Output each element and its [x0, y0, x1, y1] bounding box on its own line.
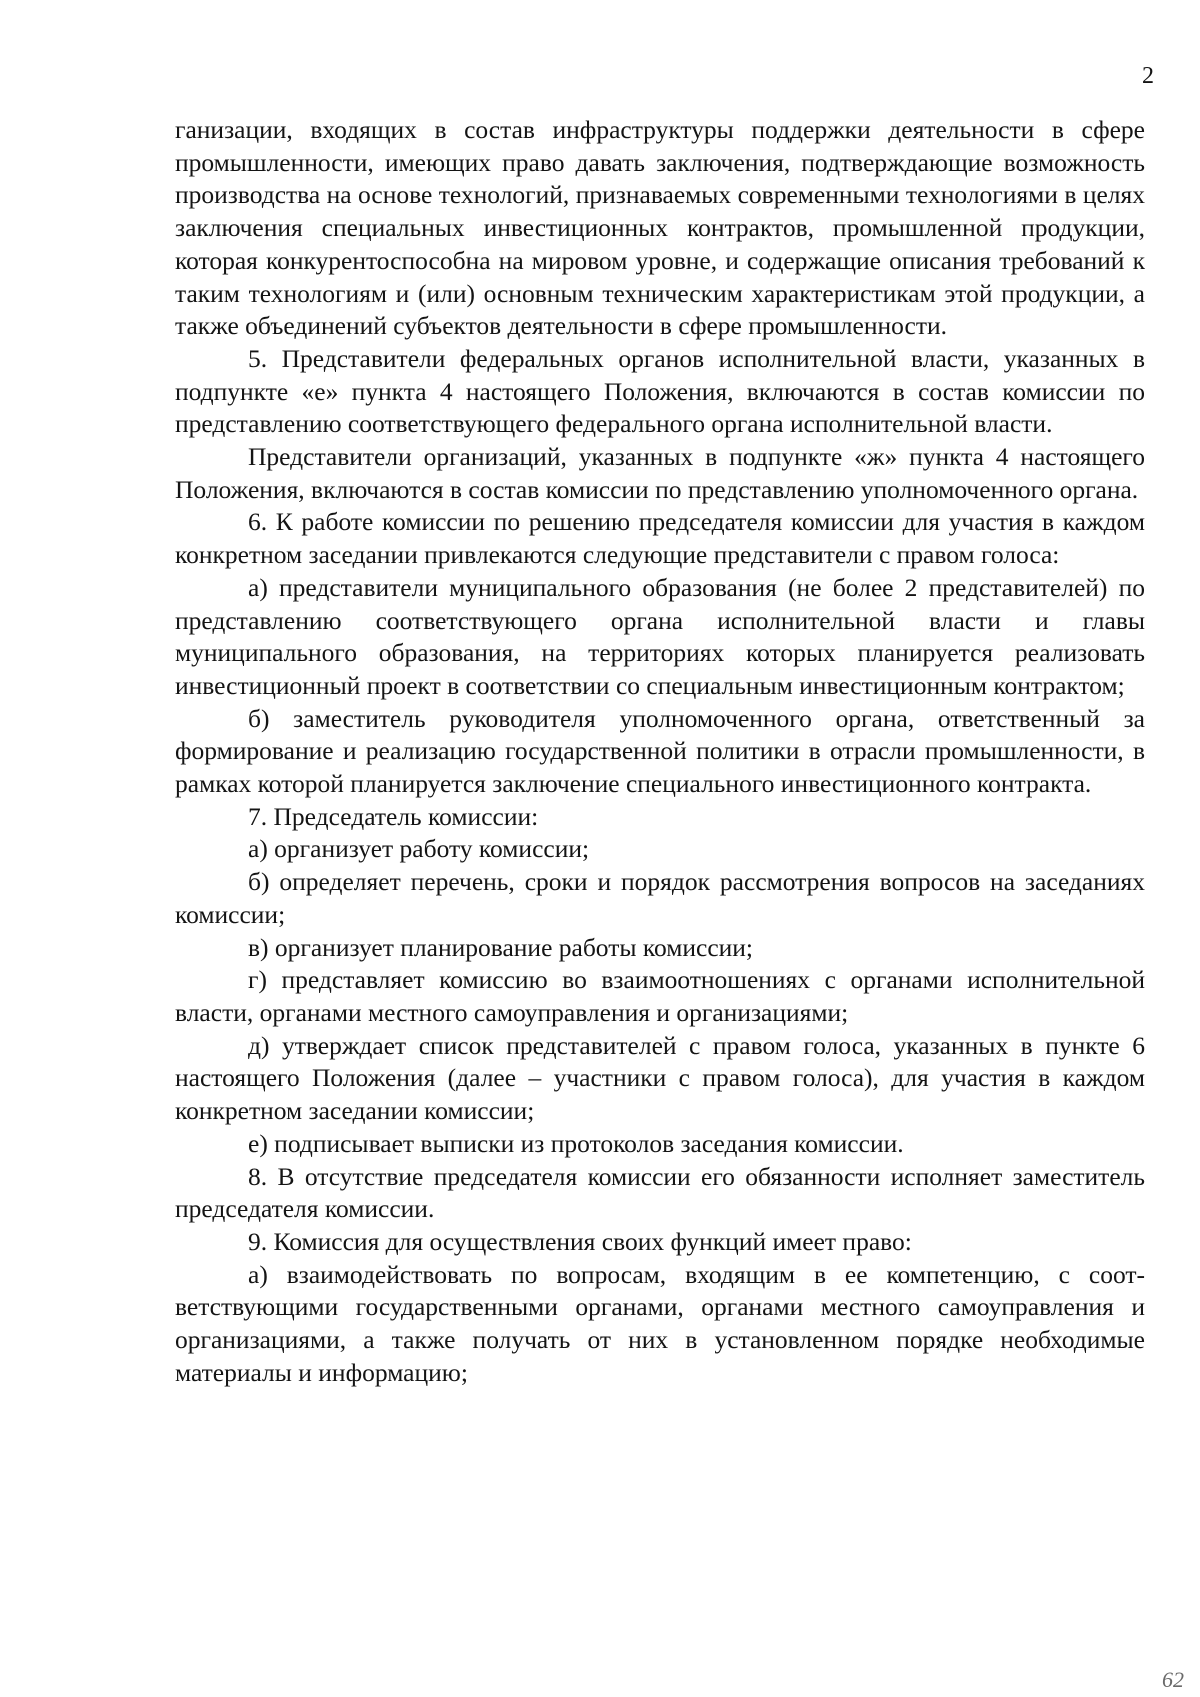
paragraph-item-7e: е) подписывает выписки из протоколов заседания комиссии. — [248, 1128, 904, 1158]
paragraph-item-7b: б) определяет перечень, сроки и порядок рассмотрения вопросов на заседаниях комиссии; — [175, 867, 1145, 929]
paragraph-item-6a: а) представители муниципального образования (не более 2 представителей) по представлению соответствующего органа исполнительной власти и главы муниципального образования, на территориях которых планируется реализовать инвестиционный проект в соответствии со специальным инвестиционным контрактом; — [175, 572, 1145, 700]
paragraph-item-8: 8. В отсутствие председателя комиссии его обязанности исполняет заместитель председателя комиссии. — [175, 1161, 1145, 1224]
paragraph-item-6b: б) заместитель руководителя уполномоченного органа, ответственный за формирование и реализацию государственной политики в отрасли промышленности, в рамках которой планируется заключение специального инвестиционного контракта. — [175, 703, 1145, 799]
paragraph-item-7a: а) организует работу комиссии; — [248, 834, 590, 864]
handwritten-corner-mark: 62 — [1162, 1667, 1184, 1692]
paragraph-item-7: 7. Председатель комиссии: — [248, 801, 539, 831]
paragraph-organizations: Представители организаций, указанных в подпункте «ж» пункта 4 настоящего Положения, включаются в состав комиссии по представлению уполномоченного органа. — [175, 442, 1145, 504]
paragraph-item-7d: д) утверждает список представителей с правом голоса, указанных в пункте 6 настоящего Положения (далее – участники с правом голоса), для участия в каждом конкретном заседании комиссии; — [175, 1030, 1145, 1126]
paragraph-continuation: ганизации, входящих в состав инфраструктуры поддержки деятельности в сфере промышленности, имеющих право давать заключения, подтверждающие возможность производства на основе технологий, признаваемых современными технологиями в целях заключения специальных инвестиционных контрактов, промышленной продукции, которая конкурентоспособна на мировом уровне, и содержащие описания требований к таким технологиям и (или) основным техническим характеристикам этой продукции, а также объединений субъектов деятельности в сфере промышленности. — [175, 115, 1145, 341]
paragraph-item-9a: а) взаимодействовать по вопросам, входящим в ее компетенцию, с соответствующими государственными органами, органами местного самоуправления и организациями, а также получать от них в установленном порядке необходимые материалы и информацию; — [175, 1259, 1145, 1387]
paragraph-item-9: 9. Комиссия для осуществления своих функций имеет право: — [248, 1226, 912, 1256]
paragraph-item-7v: в) организует планирование работы комиссии; — [248, 932, 754, 962]
document-body — [175, 114, 1145, 1389]
paragraph-item-5: 5. Представители федеральных органов исполнительной власти, указанных в подпункте «е» пункта 4 настоящего Положения, включаются в состав комиссии по представлению соответствующего федерального органа исполнительной власти. — [175, 343, 1145, 439]
paragraph-item-7g: г) представляет комиссию во взаимоотношениях с органами исполнительной власти, органами местного самоуправления и организациями; — [175, 965, 1145, 1027]
page-number: 2 — [1142, 63, 1154, 89]
paragraph-item-6: 6. К работе комиссии по решению председателя комиссии для участия в каждом конкретном заседании привлекаются следующие представители с правом голоса: — [175, 507, 1145, 570]
